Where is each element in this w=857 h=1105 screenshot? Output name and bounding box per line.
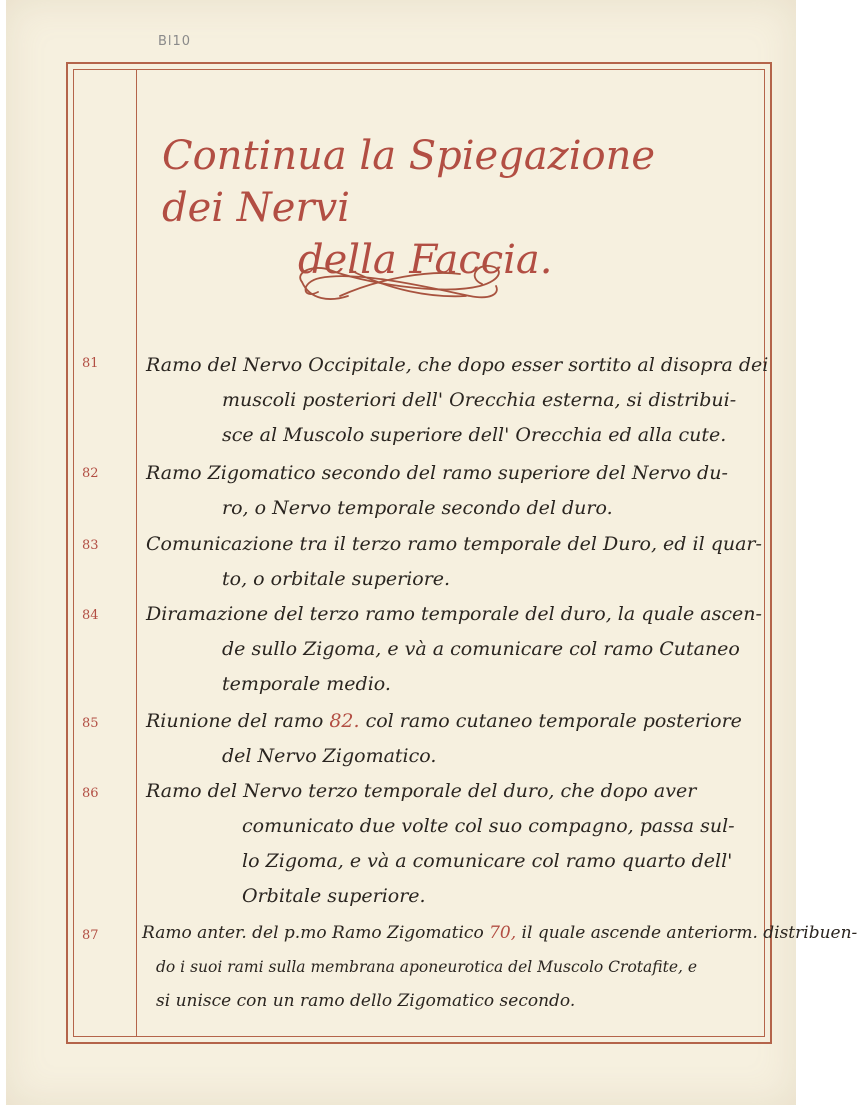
entry-number-83: 83 <box>82 538 99 553</box>
entry-line: muscoli posteriori dell' Orecchia esterna, si distribui- <box>222 389 737 411</box>
entry-text-84 <box>146 597 762 702</box>
entry-text-part: Ramo anter. del p.mo Ramo Zigomatico <box>142 923 484 943</box>
entry-line: del Nervo Zigomatico. <box>222 745 437 767</box>
margin-rule <box>136 69 137 1037</box>
entry-line <box>146 704 746 739</box>
entry-text-82 <box>146 456 746 526</box>
entry-line: Orbitale superiore. <box>242 885 426 907</box>
calligraphic-flourish <box>290 256 510 312</box>
entry-line: do i suoi rami sulla membrana aponeurotica del Muscolo Crotafite, e <box>156 958 698 976</box>
pencil-annotation: Bl10 <box>158 34 192 49</box>
entry-number-84: 84 <box>82 608 99 623</box>
entry-line: Ramo del Nervo terzo temporale del duro, che dopo aver <box>146 780 697 802</box>
entry-line: si unisce con un ramo dello Zigomatico secondo. <box>156 991 576 1011</box>
cross-reference-number: 70, <box>489 923 517 943</box>
title-line-2: della Faccia. <box>298 237 553 283</box>
entry-text-85 <box>146 704 746 774</box>
entry-line: de sullo Zigoma, e và a comunicare col ramo Cutaneo <box>222 638 740 660</box>
entry-line: Comunicazione tra il terzo ramo temporale del Duro, ed il quar- <box>146 533 762 555</box>
entry-line <box>142 916 857 950</box>
entry-number-81: 81 <box>82 356 99 371</box>
entry-number-87: 87 <box>82 928 99 943</box>
entry-line: Ramo del Nervo Occipitale, che dopo esser sortito al disopra dei <box>146 354 769 376</box>
entry-line: comunicato due volte col suo compagno, passa sul- <box>242 815 735 837</box>
cross-reference-number: 82. <box>329 710 360 732</box>
entry-text-87 <box>142 916 857 1018</box>
entry-line: sce al Muscolo superiore dell' Orecchia ed alla cute. <box>222 424 727 446</box>
entry-line: Diramazione del terzo ramo temporale del duro, la quale ascen- <box>146 603 762 625</box>
entry-line: lo Zigoma, e và a comunicare col ramo quarto dell' <box>242 850 733 872</box>
entry-number-86: 86 <box>82 786 99 801</box>
entry-text-part: Riunione del ramo <box>146 710 324 732</box>
entry-text-86 <box>146 774 746 914</box>
entry-number-85: 85 <box>82 716 99 731</box>
entry-number-82: 82 <box>82 466 99 481</box>
entry-line: temporale medio. <box>222 673 391 695</box>
entry-text-83 <box>146 527 762 597</box>
entry-text-81 <box>146 348 769 453</box>
entry-line: ro, o Nervo temporale secondo del duro. <box>222 497 613 519</box>
entry-line: to, o orbitale superiore. <box>222 568 451 590</box>
entry-text-part: col ramo cutaneo temporale posteriore <box>365 710 742 732</box>
entry-line: Ramo Zigomatico secondo del ramo superiore del Nervo du- <box>146 462 728 484</box>
entry-text-part: il quale ascende anteriorm. distribuen- <box>521 923 857 943</box>
title-line-1: Continua la Spiegazione dei Nervi <box>162 133 656 231</box>
